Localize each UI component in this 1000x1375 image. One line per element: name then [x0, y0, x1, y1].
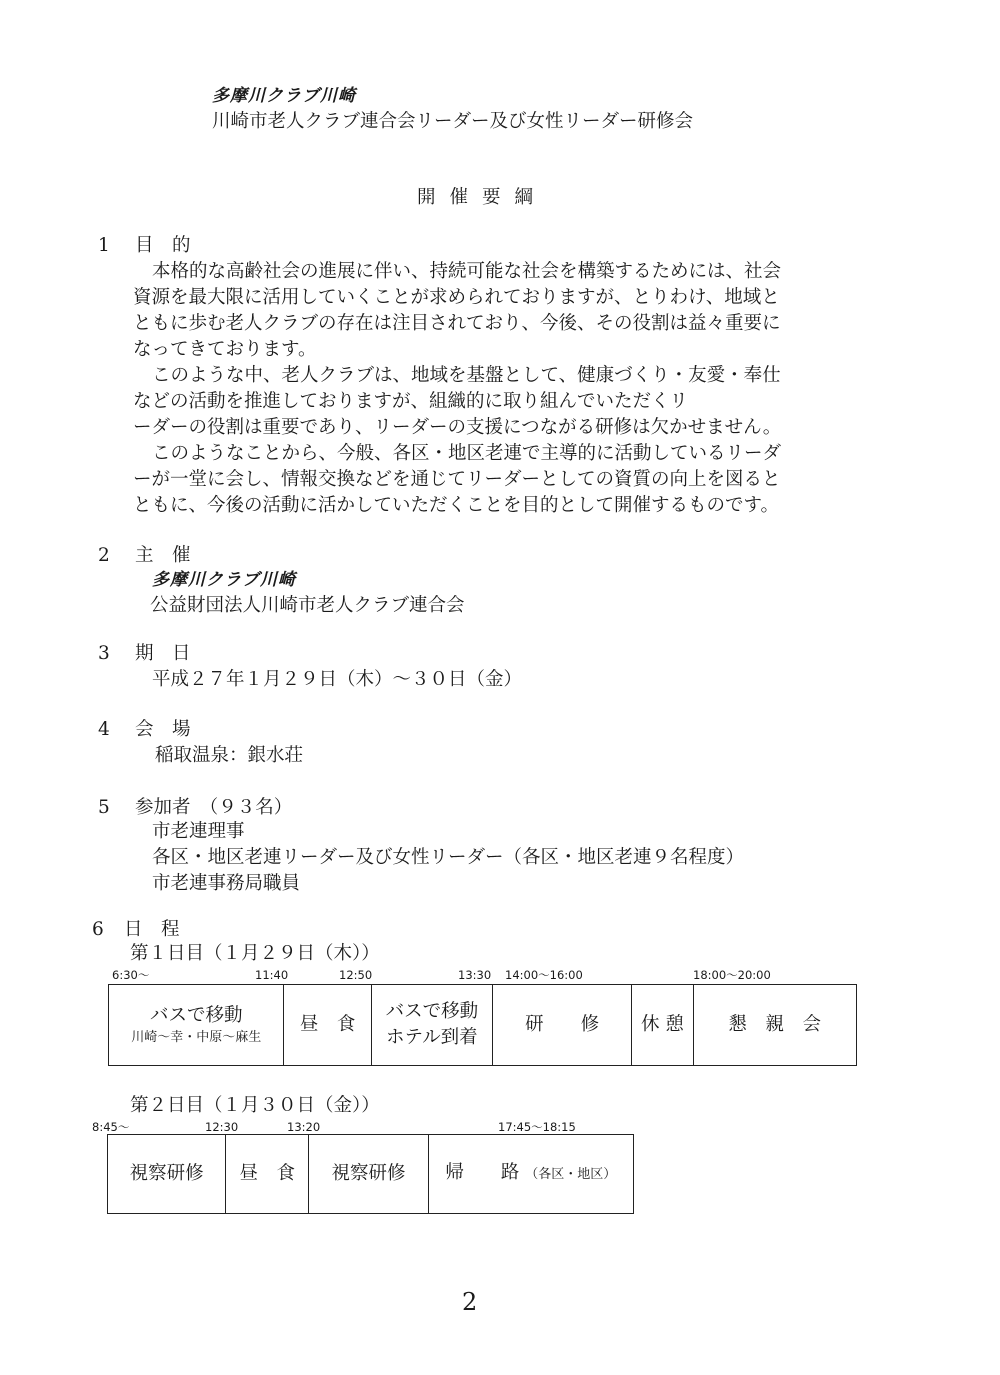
day2-return-label: 帰 路 — [445, 1162, 520, 1183]
day2-cell-lunch: 昼 食 — [226, 1135, 309, 1214]
section-1-line: ともに、今後の活動に活かしていただくことを目的として開催するものです。 — [133, 495, 780, 516]
section-1-line: などの活動を推進しておりますが、組織的に取り組んでいただくリ — [133, 391, 689, 412]
section-2-line: 公益財団法人川崎市老人クラブ連合会 — [150, 595, 465, 616]
page-number: 2 — [462, 1288, 478, 1316]
day2-time: 12:30 — [205, 1120, 239, 1134]
day1-cell-party: 懇 親 会 — [693, 985, 856, 1066]
day2-cell-visit1: 視察研修 — [108, 1135, 226, 1214]
day1-cell-bus — [109, 985, 284, 1066]
section-5-line: 各区・地区老連リーダー及び女性リーダー（各区・地区老連９名程度） — [152, 847, 745, 868]
section-1-line: なってきております。 — [133, 339, 317, 360]
day1-cell-training: 研 修 — [493, 985, 632, 1066]
section-3-title: 期 日 — [135, 643, 191, 664]
day1-hotel-arrival: ホテル到着 — [386, 1027, 478, 1048]
day2-cell-return — [428, 1135, 633, 1214]
day1-bus-route: 川崎～幸・中原～麻生 — [131, 1030, 262, 1045]
day1-label: 第１日目（１月２９日（木）） — [130, 943, 380, 964]
day1-schedule-table — [108, 984, 857, 1066]
day1-bus2-label: バスで移動 — [385, 1001, 479, 1022]
day2-time: 8:45～ — [92, 1120, 130, 1134]
section-2-title: 主 催 — [135, 545, 191, 566]
section-1-line: ーが一堂に会し、情報交換などを通じてリーダーとしての資質の向上を図ると — [133, 469, 781, 490]
day1-cell-lunch: 昼 食 — [284, 985, 371, 1066]
day1-cell-rest: 休 憩 — [632, 985, 693, 1066]
day2-schedule-table — [107, 1134, 634, 1214]
section-4-number: 4 — [98, 719, 110, 740]
section-1-line: ーダーの役割は重要であり、リーダーの支援につながる研修は欠かせません。 — [133, 417, 782, 438]
day1-time: 11:40 — [255, 968, 289, 982]
section-1-line: このような中、老人クラブは、地域を基盤として、健康づくり・友愛・奉仕 — [152, 365, 781, 386]
day2-label: 第２日目（１月３０日（金）） — [130, 1095, 380, 1116]
section-5-line: 市老連理事 — [152, 821, 245, 842]
section-1-line: 本格的な高齢社会の進展に伴い、持続可能な社会を構築するためには、社会 — [152, 261, 782, 282]
section-3-line: 平成２７年１月２９日（木）～３０日（金） — [152, 669, 523, 690]
document-heading: 開催要綱 — [417, 187, 548, 208]
section-2-line: 多摩川クラブ川崎 — [152, 570, 296, 590]
section-1-line: このようなことから、今般、各区・地区老連で主導的に活動しているリーダ — [152, 443, 782, 464]
day2-time: 13:20 — [287, 1120, 321, 1134]
section-3-number: 3 — [98, 643, 110, 664]
section-5-line: 市老連事務局職員 — [152, 873, 301, 894]
section-5-title: 参加者 （９３名） — [135, 797, 293, 818]
section-4-title: 会 場 — [135, 719, 191, 740]
section-1-line: ともに歩む老人クラブの存在は注目されており、今後、その役割は益々重要に — [133, 313, 781, 334]
section-6-title: 日 程 — [124, 919, 180, 940]
section-2-number: 2 — [98, 545, 110, 566]
day1-time: 12:50 — [339, 968, 373, 982]
day2-return-sub: （各区・地区） — [525, 1167, 617, 1182]
document-title: 川崎市老人クラブ連合会リーダー及び女性リーダー研修会 — [212, 111, 694, 132]
section-4-line: 稲取温泉：銀水荘 — [155, 745, 304, 766]
day2-time: 17:45～18:15 — [498, 1120, 576, 1134]
day1-cell-bus-hotel — [371, 985, 492, 1066]
section-6-number: 6 — [92, 919, 104, 940]
day1-time: 6:30～ — [112, 968, 150, 982]
section-1-number: 1 — [98, 235, 110, 256]
day1-time: 13:30 — [458, 968, 492, 982]
day1-time: 18:00～20:00 — [693, 968, 771, 982]
day1-bus-label: バスで移動 — [149, 1005, 243, 1026]
header-org: 多摩川クラブ川崎 — [212, 86, 356, 106]
section-1-line: 資源を最大限に活用していくことが求められておりますが、とりわけ、地域と — [133, 287, 780, 308]
day1-time: 14:00～16:00 — [505, 968, 583, 982]
section-5-number: 5 — [98, 797, 110, 818]
section-1-title: 目 的 — [135, 235, 191, 256]
day2-cell-visit2: 視察研修 — [309, 1135, 428, 1214]
